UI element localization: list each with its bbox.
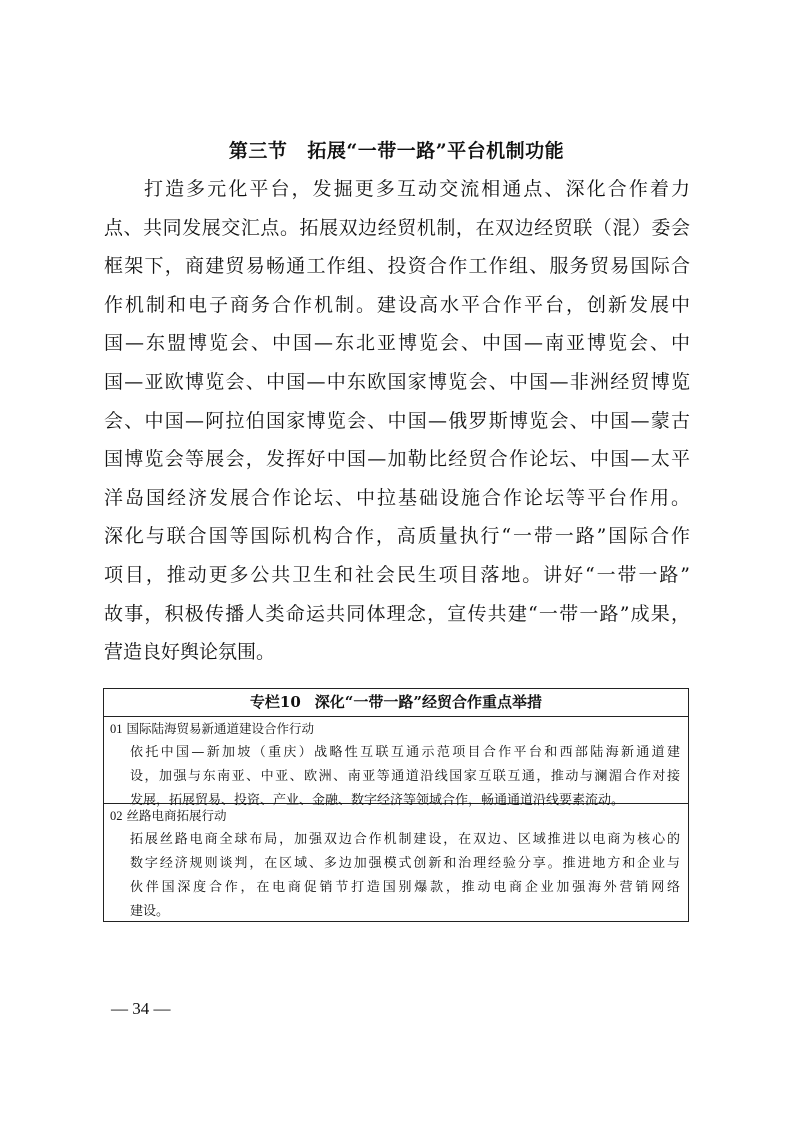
paragraph-line: 会、中国—阿拉伯国家博览会、中国—俄罗斯博览会、中国—蒙古 <box>104 409 690 432</box>
box-item-line: 拓展丝路电商全球布局，加强双边合作机制建设，在双边、区域推进以电商为核心的 <box>130 832 680 847</box>
body-paragraph <box>104 170 690 672</box>
box-item-line: 建设。 <box>130 904 170 919</box>
box-item <box>104 803 688 922</box>
paragraph-line: 故事，积极传播人类命运共同体理念，宣传共建“一带一路”成果， <box>104 602 690 625</box>
box-item-number: 01 <box>110 722 123 736</box>
section-label: 第三节 <box>228 140 288 162</box>
paragraph-line: 框架下，商建贸易畅通工作组、投资合作工作组、服务贸易国际合 <box>104 255 690 278</box>
paragraph-line: 点、共同发展交汇点。拓展双边经贸机制，在双边经贸联（混）委会 <box>104 216 690 239</box>
box-item-heading <box>110 717 684 741</box>
paragraph-line: 洋岛国经济发展合作论坛、中拉基础设施合作论坛等平台作用。 <box>104 486 690 509</box>
paragraph-line: 项目，推动更多公共卫生和社会民生项目落地。讲好“一带一路” <box>104 563 690 586</box>
box-item-line: 数字经济规则谈判，在区域、多边加强模式创新和治理经验分享。推进地方和企业与 <box>130 856 680 871</box>
box-label: 专栏10 <box>249 693 301 711</box>
box-item-line: 依托中国—新加坡（重庆）战略性互联互通示范项目合作平台和西部陆海新通道建 <box>130 745 680 760</box>
box-item-line: 设，加强与东南亚、中亚、欧洲、南亚等通道沿线国家互联互通，推动与澜湄合作对接 <box>130 769 680 784</box>
box-item-title: 国际陆海贸易新通道建设合作行动 <box>126 721 314 736</box>
paragraph-line: 国—东盟博览会、中国—东北亚博览会、中国—南亚博览会、中 <box>104 332 690 355</box>
section-heading <box>0 134 793 168</box>
paragraph-line: 深化与联合国等国际机构合作，高质量执行“一带一路”国际合作 <box>104 525 690 548</box>
paragraph-line: 打造多元化平台，发掘更多互动交流相通点、深化合作着力 <box>144 178 690 200</box>
box-title <box>104 689 688 717</box>
box-item-title: 丝路电商拓展行动 <box>126 808 227 823</box>
box-title-text: 深化“一带一路”经贸合作重点举措 <box>314 693 543 711</box>
paragraph-line: 国—亚欧博览会、中国—中东欧国家博览会、中国—非洲经贸博览 <box>104 370 690 393</box>
box-item-number: 02 <box>110 809 123 823</box>
box-item-line: 发展，拓展贸易、投资、产业、金融、数字经济等领域合作，畅通通道沿线要素流动。 <box>130 793 625 808</box>
feature-box <box>103 688 689 922</box>
paragraph-line: 作机制和电子商务合作机制。建设高水平合作平台，创新发展中 <box>104 293 690 316</box>
page-number: — 34 — <box>111 999 171 1018</box>
paragraph-line: 营造良好舆论氛围。 <box>104 641 276 664</box>
box-item-line: 伙伴国深度合作，在电商促销节打造国别爆款，推动电商企业加强海外营销网络 <box>130 880 680 895</box>
paragraph-line: 国博览会等展会，发挥好中国—加勒比经贸合作论坛、中国—太平 <box>104 448 690 471</box>
box-item <box>104 717 688 808</box>
section-title-text: 拓展“一带一路”平台机制功能 <box>307 140 565 162</box>
